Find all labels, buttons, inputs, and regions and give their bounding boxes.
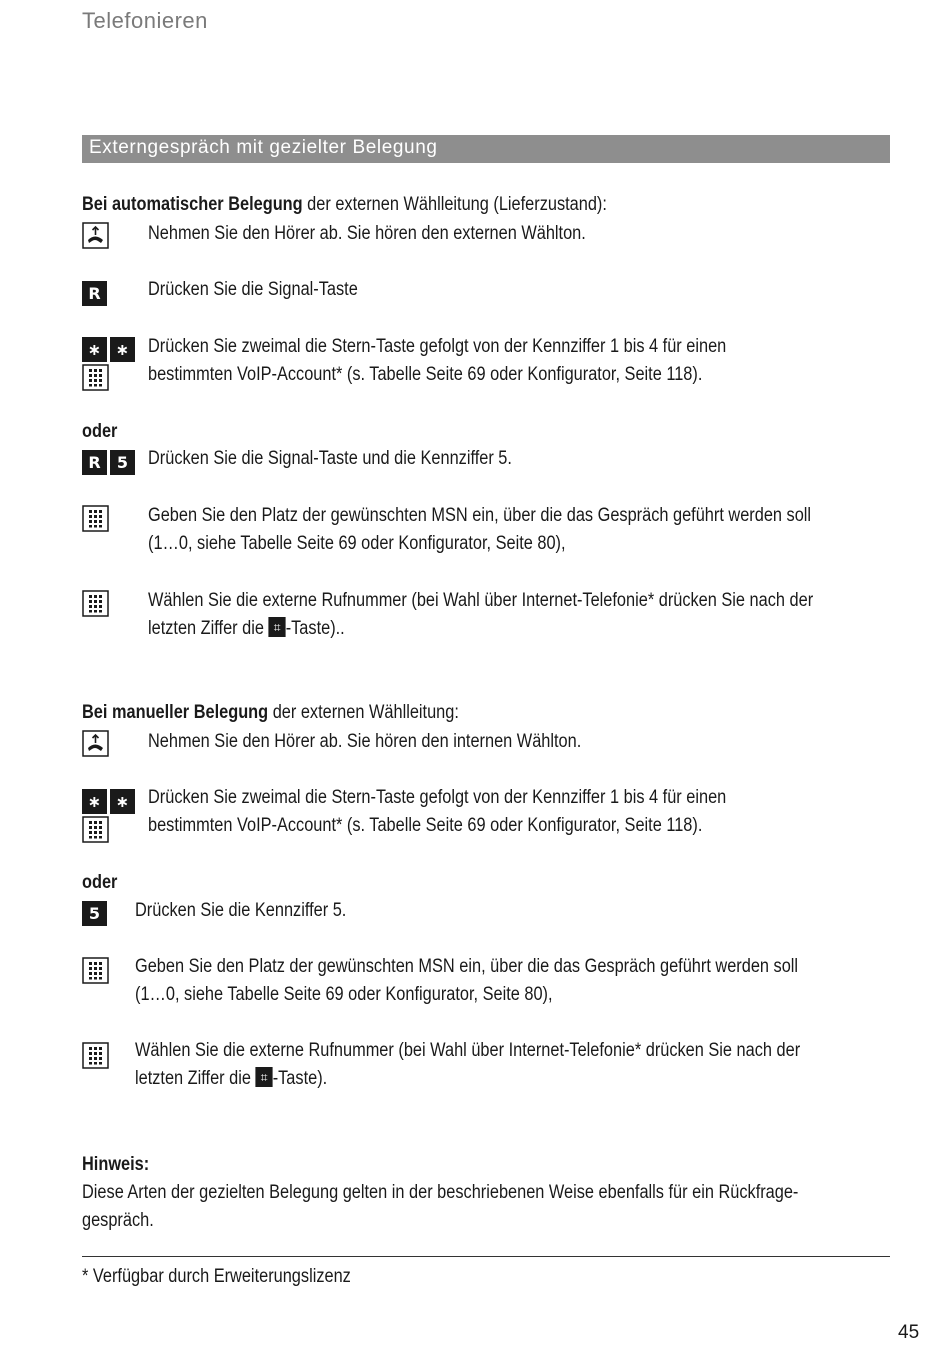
star-key-icon: ∗ [82,337,107,362]
auto-step6-line2-b: -Taste).. [285,618,345,639]
manual-step3-text: Drücken Sie die Kennziffer 5. [135,900,347,921]
section-heading-bar [82,135,890,163]
manual-intro-bold: Bei manueller Belegung [82,702,269,723]
auto-step3-line2: bestimmten VoIP-Account* (s. Tabelle Seite 69 oder Konfigurator, Seite 118). [148,364,703,385]
keypad-icon [82,590,109,617]
note-line1: Diese Arten der gezielten Belegung gelten in der beschriebenen Weise ebenfalls für ein Rückfrage- [82,1182,799,1203]
keypad-icon [82,1042,109,1069]
r-key-icon: R [82,450,107,475]
five-key-icon: 5 [110,450,135,475]
manual-oder: oder [82,872,118,893]
auto-step5-line2: (1…0, siehe Tabelle Seite 69 oder Konfigurator, Seite 80), [148,533,566,554]
keypad-icon [82,816,109,843]
manual-step2-line1: Drücken Sie zweimal die Stern-Taste gefolgt von der Kennziffer 1 bis 4 für einen [148,787,727,808]
auto-intro-bold: Bei automatischer Belegung [82,194,303,215]
auto-step4-text: Drücken Sie die Signal-Taste und die Kennziffer 5. [148,448,512,469]
manual-step4-line1: Geben Sie den Platz der gewünschten MSN ein, über die das Gespräch geführt werden soll [135,956,799,977]
star-key-icon: ∗ [110,789,135,814]
handset-lift-icon [82,730,109,757]
note-line2: gespräch. [82,1210,154,1231]
note-title: Hinweis: [82,1154,150,1175]
manual-intro [82,699,459,727]
hash-key-icon: ⌗ [268,617,285,637]
r-key-icon: R [82,281,107,306]
auto-oder: oder [82,421,118,442]
auto-step3-line1: Drücken Sie zweimal die Stern-Taste gefolgt von der Kennziffer 1 bis 4 für einen [148,336,727,357]
manual-step5-line1: Wählen Sie die externe Rufnummer (bei Wahl über Internet-Telefonie* drücken Sie nach der [135,1040,801,1061]
handset-lift-icon [82,222,109,249]
manual-step5-line2-a: letzten Ziffer die [135,1068,256,1089]
page-number: 45 [898,1322,920,1343]
hash-key-icon: ⌗ [255,1067,272,1087]
auto-step6-line1: Wählen Sie die externe Rufnummer (bei Wahl über Internet-Telefonie* drücken Sie nach der [148,590,814,611]
manual-step1-text: Nehmen Sie den Hörer ab. Sie hören den internen Wählton. [148,731,582,752]
manual-intro-rest: der externen Wählleitung: [268,702,459,723]
running-header: Telefonieren [82,8,208,33]
manual-step2-line2: bestimmten VoIP-Account* (s. Tabelle Seite 69 oder Konfigurator, Seite 118). [148,815,703,836]
auto-step1-text: Nehmen Sie den Hörer ab. Sie hören den externen Wählton. [148,223,586,244]
manual-step5-line2-b: -Taste). [272,1068,328,1089]
auto-intro-rest: der externen Wählleitung (Lieferzustand): [302,194,607,215]
keypad-icon [82,957,109,984]
star-key-icon: ∗ [82,789,107,814]
manual-step4-line2: (1…0, siehe Tabelle Seite 69 oder Konfigurator, Seite 80), [135,984,553,1005]
footnote: * Verfügbar durch Erweiterungslizenz [82,1266,351,1287]
footnote-divider [82,1256,890,1257]
auto-intro [82,191,607,219]
keypad-icon [82,505,109,532]
auto-step6-line2 [148,615,345,643]
auto-step2-text: Drücken Sie die Signal-Taste [148,279,358,300]
auto-step6-line2-a: letzten Ziffer die [148,618,269,639]
manual-step5-line2 [135,1065,327,1093]
auto-step5-line1: Geben Sie den Platz der gewünschten MSN ein, über die das Gespräch geführt werden soll [148,505,812,526]
keypad-icon [82,364,109,391]
section-heading: Externgespräch mit gezielter Belegung [89,137,438,158]
star-key-icon: ∗ [110,337,135,362]
five-key-icon: 5 [82,901,107,926]
